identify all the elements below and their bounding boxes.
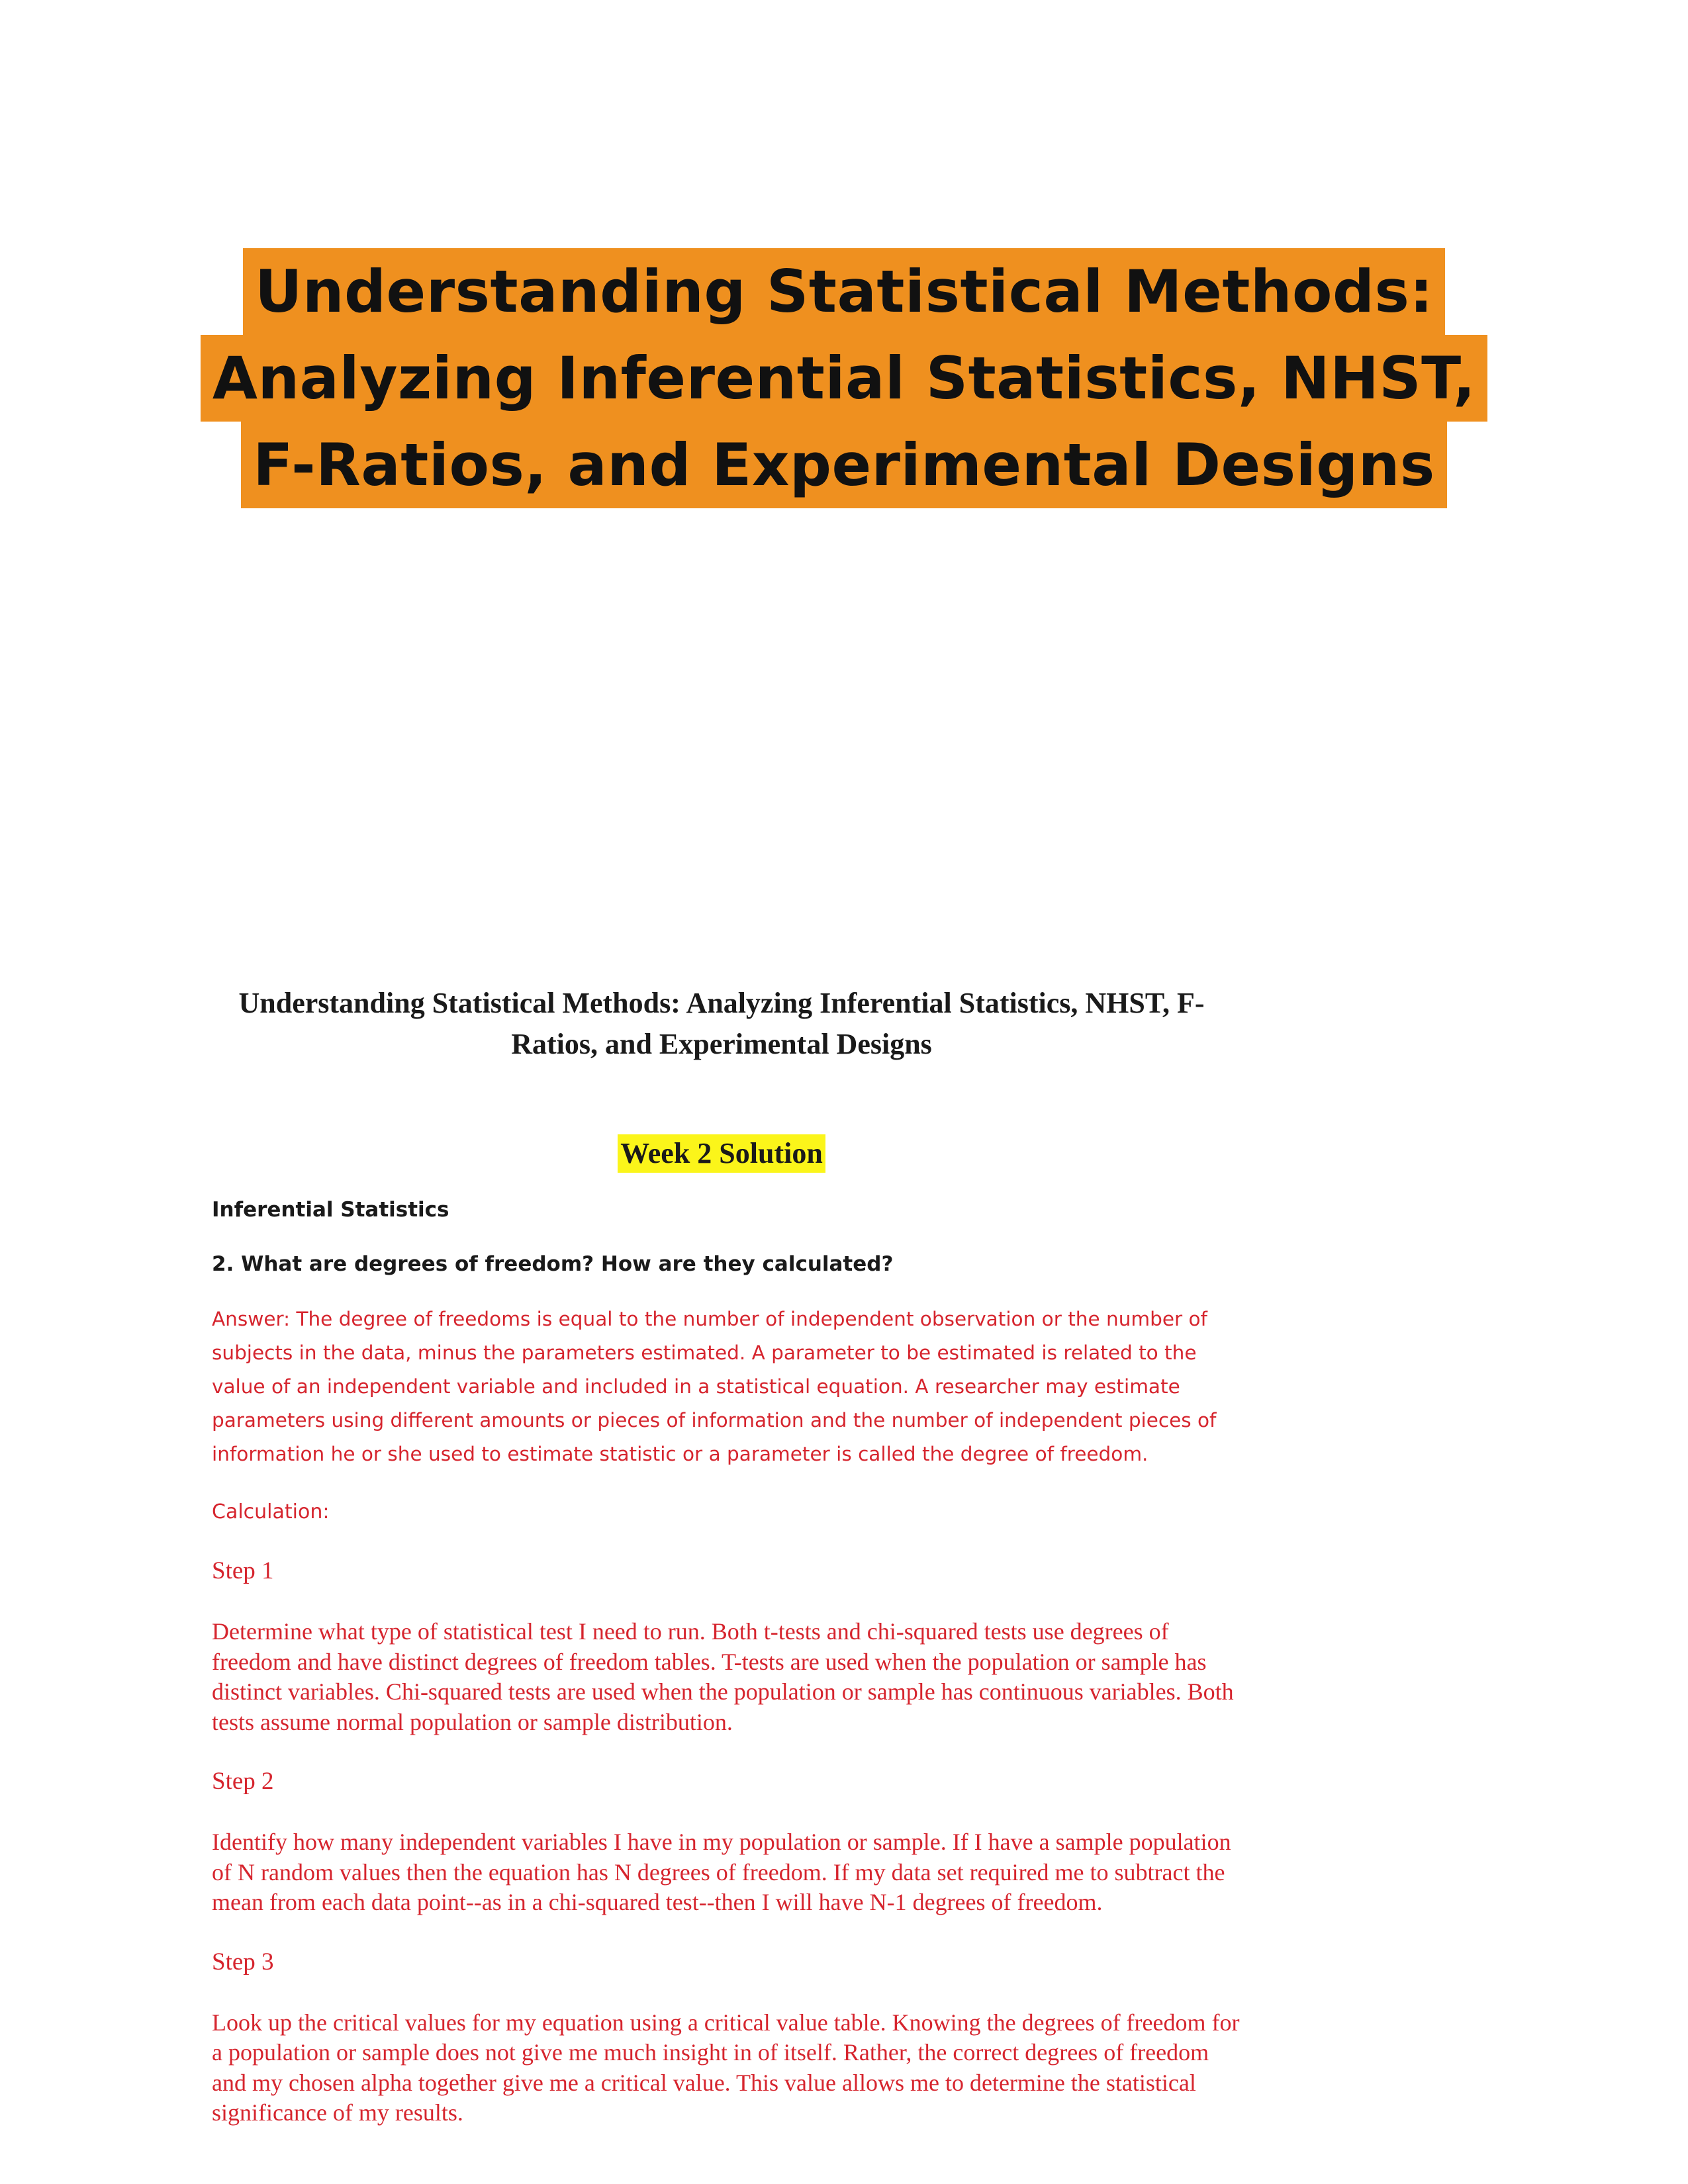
calculation-label: Calculation: <box>212 1500 330 1524</box>
banner-title-line: Analyzing Inferential Statistics, NHST, <box>0 335 1688 422</box>
step-label: Step 1 <box>212 1557 274 1584</box>
document-preview <box>212 983 1244 2128</box>
document-title: Understanding Statistical Methods: Analyzing Inferential Statistics, NHST, F-Ratios, and Experimental Designs <box>238 987 1205 1060</box>
step-text: Identify how many independent variables I have in my population or sample. If I have a sample population of N random values then the equation has N degrees of freedom. If my data set required me to subtract the mean from each data point--as in a chi-squared test--then I will have N-1 degrees of freedom. <box>212 1829 1231 1915</box>
question-text: 2. What are degrees of freedom? How are they calculated? <box>212 1252 894 1276</box>
answer-text: Answer: The degree of freedoms is equal to the number of independent observation or the number of subjects in the data, minus the parameters estimated. A parameter to be estimated is related to the value of an independent variable and included in a statistical equation. A researcher may estimate parameters using different amounts or pieces of information and the number of independent pieces of information he or she used to estimate statistic or a parameter is called the degree of freedom. <box>212 1308 1217 1465</box>
step-label: Step 3 <box>212 1948 274 1976</box>
section-heading: Inferential Statistics <box>212 1198 449 1222</box>
banner-title-line: F-Ratios, and Experimental Designs <box>0 422 1688 508</box>
banner-title <box>0 248 1688 508</box>
step-label: Step 2 <box>212 1768 274 1795</box>
week-label-wrapper <box>205 1134 1238 1173</box>
step-text: Look up the critical values for my equation using a critical value table. Knowing the degrees of freedom for a population or sample does not give me much insight in of itself. Rather, the correct degrees of freedom and my chosen alpha together give me a critical value. This value allows me to determine the statistical significance of my results. <box>212 2009 1240 2126</box>
step-text: Determine what type of statistical test I need to run. Both t-tests and chi-squared tests use degrees of freedom and have distinct degrees of freedom tables. T-tests are used when the population or sample has distinct variables. Chi-squared tests are used when the population or sample has continuous variables. Both tests assume normal population or sample distribution. <box>212 1618 1234 1735</box>
banner-title-line: Understanding Statistical Methods: <box>0 248 1688 335</box>
week-label: Week 2 Solution <box>618 1134 825 1173</box>
